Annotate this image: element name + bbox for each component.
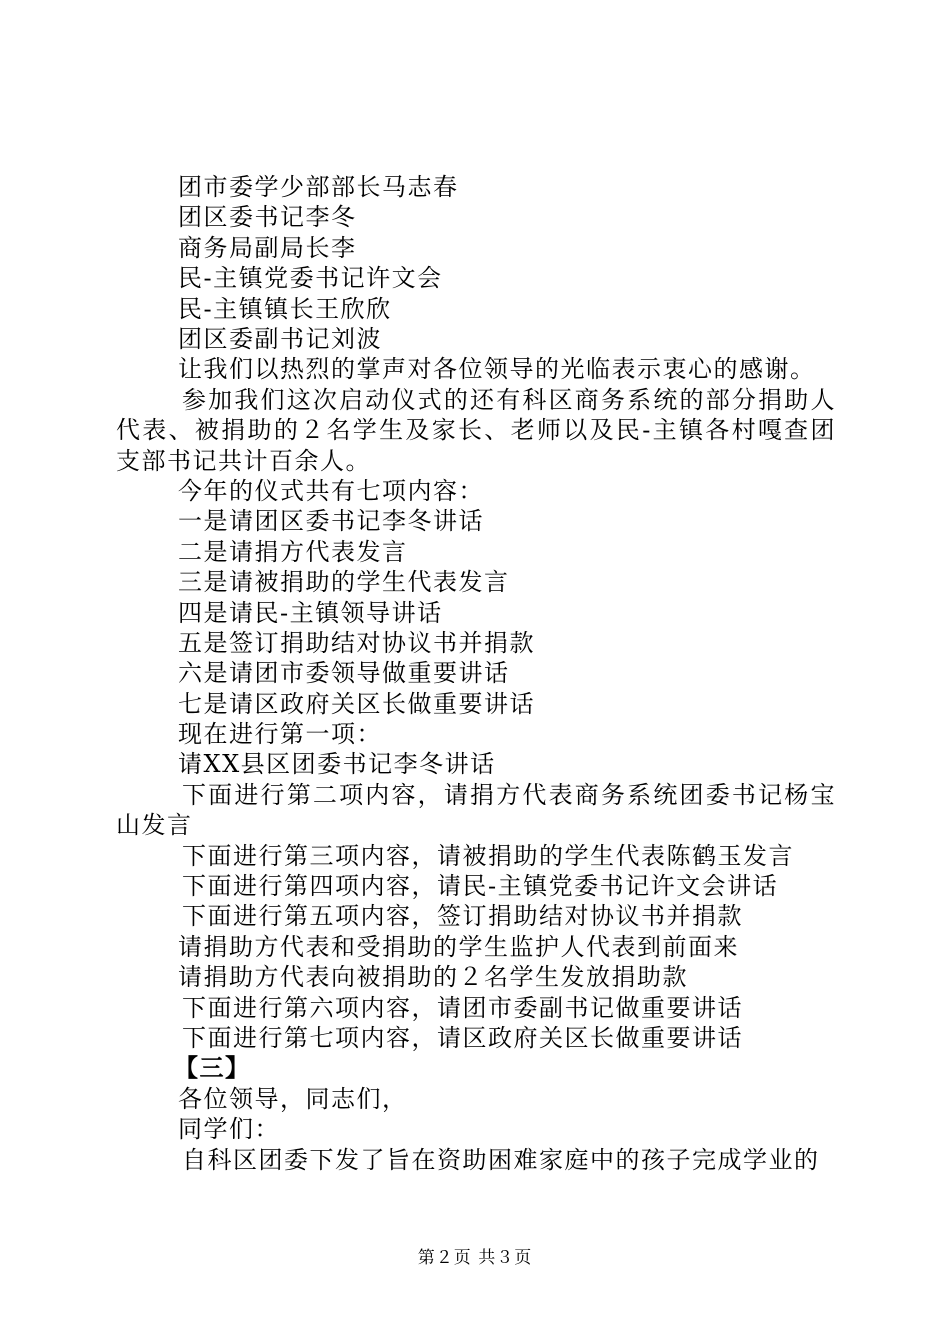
document-body [116,172,836,1175]
text-line: 民-主镇镇长王欣欣 [178,294,392,323]
text-line: 团区委副书记刘波 [178,324,382,353]
page-footer: 第２页 共３页 [417,1248,533,1268]
text-line: 各位领导，同志们， [178,1084,408,1113]
text-line: 让我们以热烈的掌声对各位领导的光临表示衷心的感谢。 [178,355,816,384]
text-line: 今年的仪式共有七项内容： [178,476,484,505]
text-line: 民-主镇党委书记许文会 [178,264,443,293]
text-line: 四是请民-主镇领导讲话 [178,598,443,627]
text-line: 团区委书记李冬 [178,203,357,232]
text-line: 下面进行第六项内容，请团市委副书记做重要讲话 [182,993,743,1022]
text-line: 团市委学少部部长马志春 [178,173,459,201]
text-line: 二是请捐方代表发言 [178,537,408,566]
text-line: 六是请团市委领导做重要讲话 [178,659,510,688]
text-line: 下面进行第七项内容，请区政府关区长做重要讲话 [182,1024,743,1053]
text-line: 五是签订捐助结对协议书并捐款 [178,628,535,657]
text-line: 一是请团区委书记李冬讲话 [178,507,484,536]
text-line: 下面进行第四项内容，请民-主镇党委书记许文会讲话 [182,872,779,901]
text-line: 请捐助方代表和受捐助的学生监护人代表到前面来 [178,932,739,961]
text-line: 商务局副局长李 [178,233,357,262]
text-line: 同学们： [178,1115,280,1144]
text-line: 下面进行第五项内容，签订捐助结对协议书并捐款 [182,902,743,931]
paragraph: 参加我们这次启动仪式的还有科区商务系统的部分捐助人代表、被捐助的２名学生及家长、老师以及民-主镇各村嘎查团支部书记共计百余人。 [116,385,836,475]
text-line: 下面进行第三项内容，请被捐助的学生代表陈鹤玉发言 [182,841,794,870]
text-line: 请捐助方代表向被捐助的２名学生发放捐助款 [178,963,688,992]
text-line: 七是请区政府关区长做重要讲话 [178,689,535,718]
text-line: 现在进行第一项： [178,720,382,749]
text-line: 请XX县区团委书记李冬讲话 [178,750,496,779]
section-heading: 【三】 [174,1053,251,1083]
text-line: 三是请被捐助的学生代表发言 [178,568,510,597]
paragraph: 下面进行第二项内容，请捐方代表商务系统团委书记杨宝山发言 [116,780,836,840]
text-line: 自科区团委下发了旨在资助困难家庭中的孩子完成学业的 [182,1145,820,1174]
